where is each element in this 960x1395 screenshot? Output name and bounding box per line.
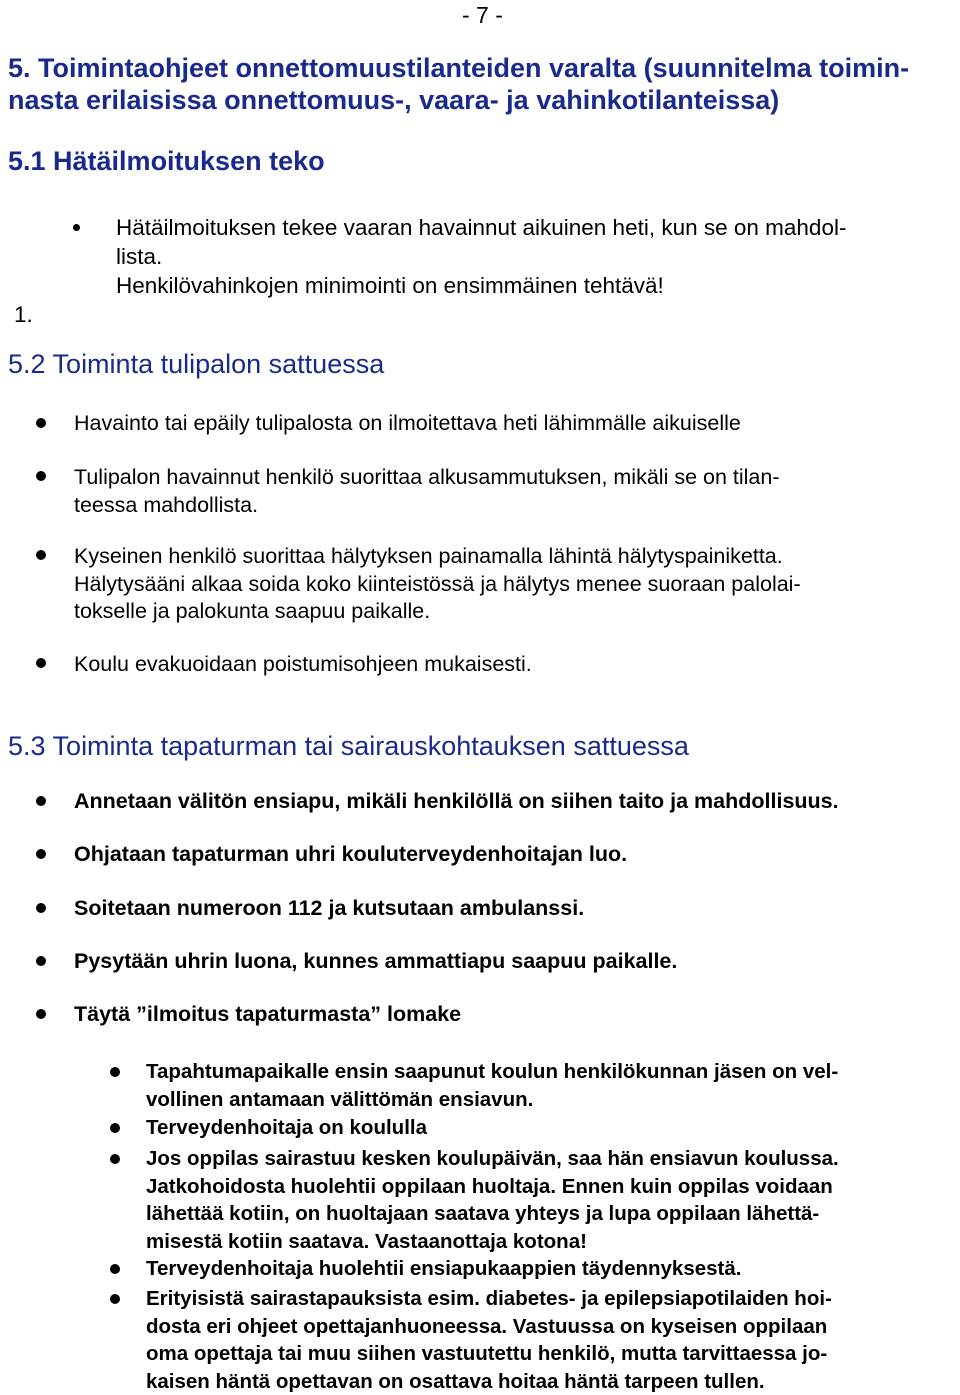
sub-list-item — [146, 1145, 839, 1255]
page-number: - 7 - — [462, 2, 503, 29]
list-item-line: Havainto tai epäily tulipalosta on ilmoitettava heti lähimmälle aikuiselle — [74, 410, 741, 438]
list-item-line: Terveydenhoitaja on koululla — [146, 1114, 427, 1142]
bullet-icon — [36, 418, 46, 428]
list-item-line: kaisen häntä opettavan on osattava hoitaa häntä tarpeen tullen. — [146, 1368, 832, 1395]
section-5-2-heading: 5.2 Toiminta tulipalon sattuessa — [8, 349, 384, 380]
bullet-icon — [36, 658, 46, 668]
list-item-line: Jos oppilas sairastuu kesken koulupäivän, saa hän ensiavun koulussa. — [146, 1145, 839, 1173]
bullet-icon — [110, 1264, 120, 1274]
sub-list-item — [146, 1058, 838, 1113]
bullet-icon — [36, 796, 46, 806]
list-item — [74, 651, 532, 679]
bullet-icon — [36, 849, 46, 859]
list-item-line: Hälytysääni alkaa soida koko kiinteistössä ja hälytys menee suoraan palolai- — [74, 571, 801, 599]
heading-line: nasta erilaisissa onnettomuus-, vaara- ja vahinkotilanteissa) — [8, 84, 909, 116]
list-item-line: Kyseinen henkilö suorittaa hälytyksen painamalla lähintä hälytyspainiketta. — [74, 543, 801, 571]
list-item-line: Koulu evakuoidaan poistumisohjeen mukaisesti. — [74, 651, 532, 679]
list-number: 1. — [14, 300, 33, 329]
sub-list-item — [146, 1285, 832, 1395]
list-item-line: Jatkohoidosta huolehtii oppilaan huoltaja. Ennen kuin oppilas voidaan — [146, 1173, 839, 1201]
section-5-heading — [8, 52, 909, 116]
list-item-line: Tapahtumapaikalle ensin saapunut koulun henkilökunnan jäsen on vel- — [146, 1058, 838, 1086]
bullet-icon — [36, 471, 46, 481]
list-item-line: lista. — [116, 242, 846, 271]
list-item — [74, 464, 780, 519]
list-item: Annetaan välitön ensiapu, mikäli henkilöllä on siihen taito ja mahdollisuus. — [74, 787, 839, 815]
list-item — [74, 410, 741, 438]
list-item: Ohjataan tapaturman uhri kouluterveydenhoitajan luo. — [74, 840, 627, 868]
list-item-line: teessa mahdollista. — [74, 492, 780, 520]
list-item — [116, 213, 846, 300]
sub-list-item — [146, 1114, 427, 1142]
bullet-icon — [110, 1067, 120, 1077]
bullet-icon — [36, 903, 46, 913]
sub-list-item — [146, 1255, 741, 1283]
list-item-line: Henkilövahinkojen minimointi on ensimmäinen tehtävä! — [116, 271, 846, 300]
list-item-line: misestä kotiin saatava. Vastaanottaja kotona! — [146, 1228, 839, 1256]
list-item: Täytä ”ilmoitus tapaturmasta” lomake — [74, 1000, 461, 1028]
list-item-line: Erityisistä sairastapauksista esim. diabetes- ja epilepsiapotilaiden hoi- — [146, 1285, 832, 1313]
bullet-icon — [73, 224, 80, 231]
list-item-line: tokselle ja palokunta saapuu paikalle. — [74, 598, 801, 626]
section-5-1-heading: 5.1 Hätäilmoituksen teko — [8, 146, 325, 177]
bullet-icon — [110, 1294, 120, 1304]
list-item-line: dosta eri ohjeet opettajanhuoneessa. Vastuussa on kyseisen oppilaan — [146, 1313, 832, 1341]
list-item — [74, 543, 801, 626]
bullet-icon — [36, 956, 46, 966]
bullet-icon — [110, 1123, 120, 1133]
list-item: Pysytään uhrin luona, kunnes ammattiapu saapuu paikalle. — [74, 947, 677, 975]
bullet-icon — [110, 1154, 120, 1164]
list-item: Soitetaan numeroon 112 ja kutsutaan ambulanssi. — [74, 894, 584, 922]
list-item-line: Terveydenhoitaja huolehtii ensiapukaappien täydennyksestä. — [146, 1255, 741, 1283]
bullet-icon — [36, 550, 46, 560]
bullet-icon — [36, 1009, 46, 1019]
list-item-line: oma opettaja tai muu siihen vastuutettu henkilö, mutta tarvittaessa jo- — [146, 1340, 832, 1368]
section-5-3-heading: 5.3 Toiminta tapaturman tai sairauskohtauksen sattuessa — [8, 731, 689, 762]
heading-line: 5. Toimintaohjeet onnettomuustilanteiden varalta (suunnitelma toimin- — [8, 52, 909, 84]
list-item-line: vollinen antamaan välittömän ensiavun. — [146, 1086, 838, 1114]
list-item-line: Tulipalon havainnut henkilö suorittaa alkusammutuksen, mikäli se on tilan- — [74, 464, 780, 492]
list-item-line: lähettää kotiin, on huoltajaan saatava yhteys ja lupa oppilaan lähettä- — [146, 1200, 839, 1228]
list-item-line: Hätäilmoituksen tekee vaaran havainnut aikuinen heti, kun se on mahdol- — [116, 213, 846, 242]
